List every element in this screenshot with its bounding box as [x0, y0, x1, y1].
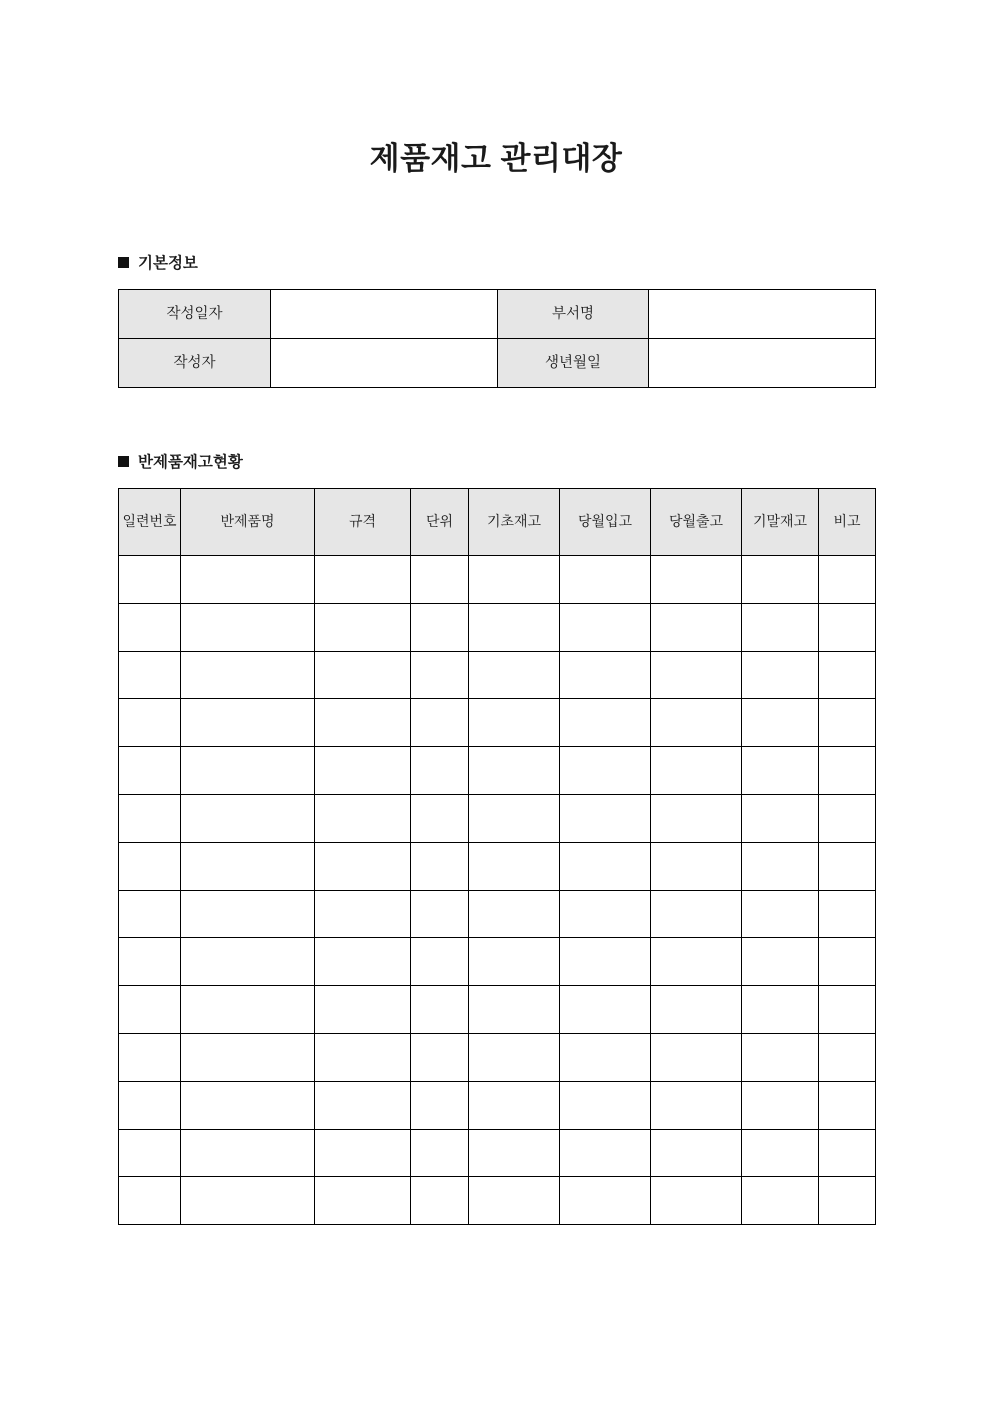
basic-info-table: [118, 289, 876, 388]
cell-product-name[interactable]: [181, 1081, 315, 1129]
cell-ending-stock[interactable]: [742, 1033, 819, 1081]
field-value-author[interactable]: [271, 339, 498, 388]
cell-remarks[interactable]: [819, 556, 876, 604]
cell-beginning-stock[interactable]: [469, 603, 560, 651]
page-title: 제품재고 관리대장: [369, 141, 623, 176]
cell-monthly-inbound[interactable]: [560, 603, 651, 651]
cell-beginning-stock[interactable]: [469, 651, 560, 699]
cell-specification[interactable]: [315, 556, 411, 604]
table-row: [119, 986, 876, 1034]
cell-serial-number[interactable]: [119, 986, 181, 1034]
cell-product-name[interactable]: [181, 890, 315, 938]
cell-remarks[interactable]: [819, 651, 876, 699]
cell-product-name[interactable]: [181, 699, 315, 747]
column-header-unit: 단위: [411, 489, 469, 556]
field-value-write-date[interactable]: [271, 290, 498, 339]
cell-beginning-stock[interactable]: [469, 1033, 560, 1081]
cell-beginning-stock[interactable]: [469, 890, 560, 938]
cell-serial-number[interactable]: [119, 1081, 181, 1129]
cell-monthly-outbound[interactable]: [651, 1177, 742, 1225]
table-row: [119, 556, 876, 604]
cell-monthly-inbound[interactable]: [560, 1081, 651, 1129]
cell-unit[interactable]: [411, 938, 469, 986]
cell-unit[interactable]: [411, 794, 469, 842]
cell-unit[interactable]: [411, 986, 469, 1034]
cell-serial-number[interactable]: [119, 890, 181, 938]
column-header-specification: 규격: [315, 489, 411, 556]
cell-ending-stock[interactable]: [742, 794, 819, 842]
cell-unit[interactable]: [411, 890, 469, 938]
cell-ending-stock[interactable]: [742, 699, 819, 747]
cell-specification[interactable]: [315, 1177, 411, 1225]
cell-remarks[interactable]: [819, 986, 876, 1034]
stock-status-table: [118, 488, 876, 1225]
table-row: [119, 842, 876, 890]
square-bullet-icon: [118, 456, 129, 467]
column-header-monthly-inbound: 당월입고: [560, 489, 651, 556]
cell-specification[interactable]: [315, 1129, 411, 1177]
cell-beginning-stock[interactable]: [469, 699, 560, 747]
cell-serial-number[interactable]: [119, 938, 181, 986]
cell-monthly-inbound[interactable]: [560, 938, 651, 986]
field-label-department: 부서명: [498, 290, 649, 339]
cell-monthly-outbound[interactable]: [651, 986, 742, 1034]
cell-ending-stock[interactable]: [742, 556, 819, 604]
cell-ending-stock[interactable]: [742, 842, 819, 890]
table-row: [119, 1081, 876, 1129]
cell-specification[interactable]: [315, 938, 411, 986]
cell-specification[interactable]: [315, 747, 411, 795]
cell-unit[interactable]: [411, 651, 469, 699]
cell-unit[interactable]: [411, 1177, 469, 1225]
cell-beginning-stock[interactable]: [469, 556, 560, 604]
cell-specification[interactable]: [315, 603, 411, 651]
cell-remarks[interactable]: [819, 1177, 876, 1225]
cell-monthly-inbound[interactable]: [560, 699, 651, 747]
cell-monthly-outbound[interactable]: [651, 1129, 742, 1177]
cell-serial-number[interactable]: [119, 699, 181, 747]
section-heading-stock-status: [118, 450, 243, 472]
table-row: [119, 938, 876, 986]
cell-product-name[interactable]: [181, 842, 315, 890]
cell-monthly-outbound[interactable]: [651, 1081, 742, 1129]
cell-ending-stock[interactable]: [742, 747, 819, 795]
table-row: [119, 1033, 876, 1081]
cell-product-name[interactable]: [181, 603, 315, 651]
cell-ending-stock[interactable]: [742, 651, 819, 699]
cell-monthly-inbound[interactable]: [560, 651, 651, 699]
cell-specification[interactable]: [315, 699, 411, 747]
cell-product-name[interactable]: [181, 794, 315, 842]
cell-monthly-outbound[interactable]: [651, 938, 742, 986]
cell-product-name[interactable]: [181, 1033, 315, 1081]
cell-serial-number[interactable]: [119, 747, 181, 795]
field-label-birth-date: 생년월일: [498, 339, 649, 388]
column-header-monthly-outbound: 당월출고: [651, 489, 742, 556]
cell-unit[interactable]: [411, 1129, 469, 1177]
cell-product-name[interactable]: [181, 938, 315, 986]
cell-remarks[interactable]: [819, 1129, 876, 1177]
cell-specification[interactable]: [315, 890, 411, 938]
table-row: [119, 651, 876, 699]
table-row: [119, 603, 876, 651]
cell-monthly-inbound[interactable]: [560, 1177, 651, 1225]
cell-ending-stock[interactable]: [742, 1081, 819, 1129]
cell-remarks[interactable]: [819, 1081, 876, 1129]
cell-remarks[interactable]: [819, 890, 876, 938]
field-label-write-date: 작성일자: [119, 290, 271, 339]
cell-serial-number[interactable]: [119, 603, 181, 651]
table-row: [119, 699, 876, 747]
cell-product-name[interactable]: [181, 1177, 315, 1225]
cell-unit[interactable]: [411, 1081, 469, 1129]
cell-unit[interactable]: [411, 747, 469, 795]
cell-monthly-inbound[interactable]: [560, 986, 651, 1034]
cell-monthly-outbound[interactable]: [651, 699, 742, 747]
cell-monthly-outbound[interactable]: [651, 842, 742, 890]
table-row: [119, 747, 876, 795]
table-row: [119, 1129, 876, 1177]
cell-remarks[interactable]: [819, 842, 876, 890]
cell-ending-stock[interactable]: [742, 986, 819, 1034]
cell-monthly-inbound[interactable]: [560, 794, 651, 842]
cell-serial-number[interactable]: [119, 556, 181, 604]
cell-unit[interactable]: [411, 842, 469, 890]
cell-ending-stock[interactable]: [742, 890, 819, 938]
cell-serial-number[interactable]: [119, 794, 181, 842]
field-value-birth-date[interactable]: [649, 339, 876, 388]
cell-monthly-inbound[interactable]: [560, 747, 651, 795]
cell-monthly-outbound[interactable]: [651, 747, 742, 795]
section-heading-label: 기본정보: [138, 255, 198, 272]
cell-ending-stock[interactable]: [742, 603, 819, 651]
cell-monthly-outbound[interactable]: [651, 1033, 742, 1081]
cell-remarks[interactable]: [819, 794, 876, 842]
column-header-product-name: 반제품명: [181, 489, 315, 556]
field-value-department[interactable]: [649, 290, 876, 339]
square-bullet-icon: [118, 257, 129, 268]
cell-monthly-inbound[interactable]: [560, 890, 651, 938]
column-header-beginning-stock: 기초재고: [469, 489, 560, 556]
cell-serial-number[interactable]: [119, 842, 181, 890]
cell-product-name[interactable]: [181, 556, 315, 604]
cell-product-name[interactable]: [181, 986, 315, 1034]
cell-beginning-stock[interactable]: [469, 1177, 560, 1225]
cell-unit[interactable]: [411, 603, 469, 651]
cell-specification[interactable]: [315, 651, 411, 699]
cell-remarks[interactable]: [819, 747, 876, 795]
cell-ending-stock[interactable]: [742, 938, 819, 986]
cell-remarks[interactable]: [819, 699, 876, 747]
cell-monthly-outbound[interactable]: [651, 556, 742, 604]
cell-serial-number[interactable]: [119, 1177, 181, 1225]
column-header-serial-number: 일련번호: [119, 489, 181, 556]
cell-monthly-outbound[interactable]: [651, 890, 742, 938]
cell-beginning-stock[interactable]: [469, 794, 560, 842]
cell-unit[interactable]: [411, 556, 469, 604]
cell-specification[interactable]: [315, 1033, 411, 1081]
cell-ending-stock[interactable]: [742, 1129, 819, 1177]
cell-specification[interactable]: [315, 794, 411, 842]
cell-monthly-inbound[interactable]: [560, 1033, 651, 1081]
column-header-ending-stock: 기말재고: [742, 489, 819, 556]
cell-product-name[interactable]: [181, 747, 315, 795]
table-row: [119, 890, 876, 938]
table-header-row: [119, 489, 876, 556]
table-row: [119, 290, 876, 339]
cell-beginning-stock[interactable]: [469, 747, 560, 795]
cell-product-name[interactable]: [181, 1129, 315, 1177]
cell-serial-number[interactable]: [119, 651, 181, 699]
cell-beginning-stock[interactable]: [469, 938, 560, 986]
cell-product-name[interactable]: [181, 651, 315, 699]
section-heading-basic-info: [118, 251, 198, 273]
cell-beginning-stock[interactable]: [469, 986, 560, 1034]
cell-remarks[interactable]: [819, 938, 876, 986]
cell-serial-number[interactable]: [119, 1129, 181, 1177]
cell-beginning-stock[interactable]: [469, 1129, 560, 1177]
cell-monthly-inbound[interactable]: [560, 1129, 651, 1177]
cell-specification[interactable]: [315, 1081, 411, 1129]
cell-specification[interactable]: [315, 842, 411, 890]
cell-ending-stock[interactable]: [742, 1177, 819, 1225]
cell-specification[interactable]: [315, 986, 411, 1034]
cell-unit[interactable]: [411, 1033, 469, 1081]
table-row: [119, 1177, 876, 1225]
cell-monthly-inbound[interactable]: [560, 842, 651, 890]
cell-remarks[interactable]: [819, 603, 876, 651]
cell-monthly-inbound[interactable]: [560, 556, 651, 604]
column-header-remarks: 비고: [819, 489, 876, 556]
cell-beginning-stock[interactable]: [469, 842, 560, 890]
section-heading-label: 반제품재고현황: [138, 454, 243, 471]
field-label-author: 작성자: [119, 339, 271, 388]
cell-monthly-outbound[interactable]: [651, 651, 742, 699]
table-row: [119, 794, 876, 842]
table-row: [119, 339, 876, 388]
cell-beginning-stock[interactable]: [469, 1081, 560, 1129]
cell-monthly-outbound[interactable]: [651, 603, 742, 651]
cell-remarks[interactable]: [819, 1033, 876, 1081]
cell-monthly-outbound[interactable]: [651, 794, 742, 842]
cell-serial-number[interactable]: [119, 1033, 181, 1081]
cell-unit[interactable]: [411, 699, 469, 747]
